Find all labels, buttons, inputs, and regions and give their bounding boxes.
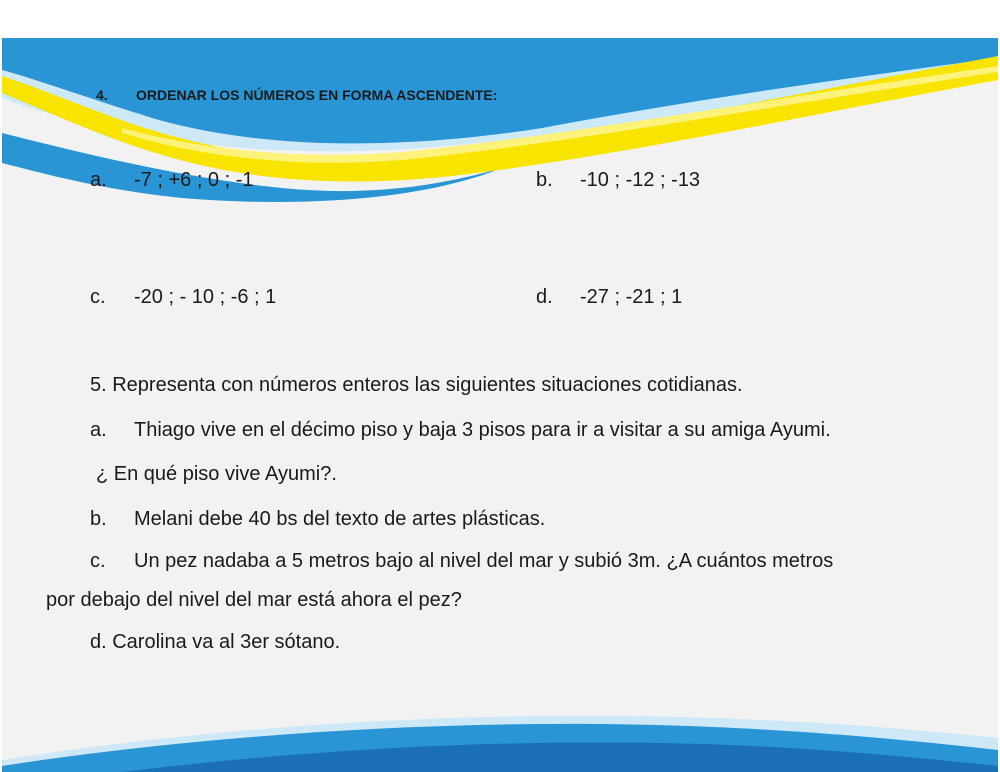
exercise-4-item-a	[90, 168, 254, 192]
exercise-5-item-d: d. Carolina va al 3er sótano.	[90, 631, 341, 653]
exercise-4-item-b	[536, 168, 700, 192]
item-text: -10 ; -12 ; -13	[580, 169, 701, 191]
item-text: -7 ; +6 ; 0 ; -1	[134, 169, 254, 191]
decorative-header-waves	[2, 38, 998, 772]
exercise-5-item-c-continuation: por debajo del nivel del mar está ahora el pez?	[46, 589, 462, 611]
item-text: Un pez nadaba a 5 metros bajo al nivel del mar y subió 3m. ¿A cuántos metros	[134, 550, 834, 572]
item-text: Thiago vive en el décimo piso y baja 3 pisos para ir a visitar a su amiga Ayumi.	[134, 419, 831, 441]
item-text: -20 ; - 10 ; -6 ; 1	[134, 286, 277, 308]
item-marker: d.	[536, 286, 553, 308]
item-text: -27 ; -21 ; 1	[580, 286, 683, 308]
exercise-4-number: 4.	[96, 87, 108, 103]
exercise-5-heading: 5. Representa con números enteros las siguientes situaciones cotidianas.	[90, 374, 743, 396]
exercise-4-item-d	[536, 285, 682, 309]
item-marker: a.	[90, 169, 107, 191]
worksheet-sheet	[2, 38, 998, 772]
exercise-5-item-b	[90, 507, 545, 531]
exercise-5-item-a-question: ¿ En qué piso vive Ayumi?.	[96, 463, 337, 485]
item-marker: b.	[536, 169, 553, 191]
exercise-4-title	[96, 86, 497, 104]
exercise-4-title-text: ORDENAR LOS NÚMEROS EN FORMA ASCENDENTE:	[136, 87, 498, 103]
item-marker: c.	[90, 286, 106, 308]
exercise-5-item-c	[90, 549, 833, 573]
item-marker: b.	[90, 508, 107, 530]
item-marker: a.	[90, 419, 107, 441]
item-text: Melani debe 40 bs del texto de artes plásticas.	[134, 508, 546, 530]
exercise-5-item-a	[90, 418, 831, 442]
item-marker: c.	[90, 550, 106, 572]
exercise-4-item-c	[90, 285, 276, 309]
